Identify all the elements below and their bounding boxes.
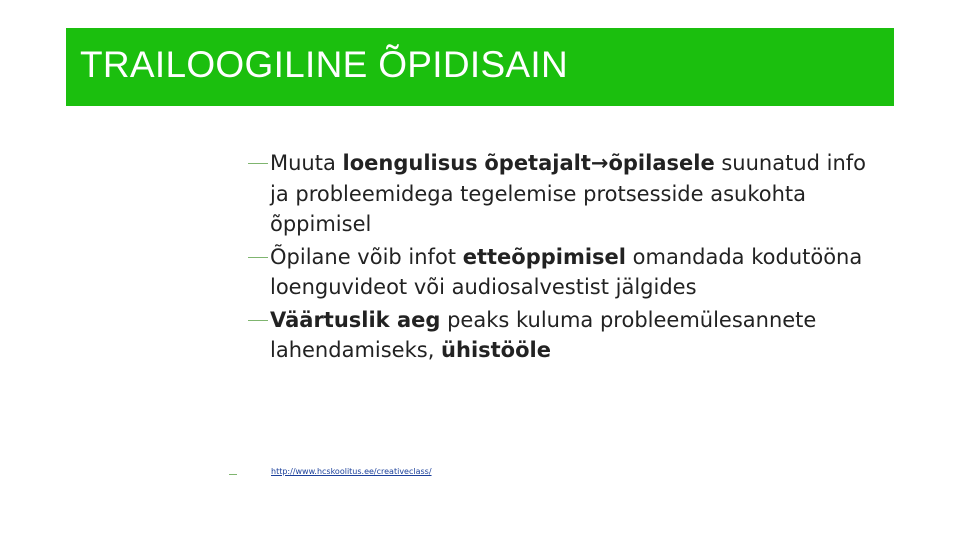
bullet-text: [270, 245, 862, 300]
slide-title: TRAILOOGILINE ÕPIDISAIN: [80, 44, 569, 85]
bullet-segment: Muuta: [270, 151, 343, 175]
bullet-segment: suunatud info ja probleemidega tegelemise protsesside asukohta õppimisel: [270, 151, 867, 236]
bullet-dash: [248, 163, 268, 164]
footer-dash: [229, 474, 237, 475]
bullet-bold-segment: Väärtuslik aeg: [270, 307, 441, 332]
source-link[interactable]: http://www.hcskoolitus.ee/creativeclass/: [271, 467, 432, 476]
bullet-dash: [248, 320, 268, 321]
bullet-list: [248, 148, 888, 368]
bullet-bold-segment: etteõppimisel: [462, 244, 626, 269]
bullet-text: [270, 308, 816, 363]
bullet-bold-segment: loengulisus: [342, 151, 478, 175]
bullet-item: [248, 242, 888, 303]
bullet-segment: omandada kodutööna loenguvideot või audiosalvestist jälgides: [270, 244, 863, 299]
bullet-segment: Õpilane võib infot: [270, 244, 463, 269]
title-bar: [66, 28, 894, 106]
bullet-item: [248, 148, 888, 240]
bullet-bold-segment: õpetajalt→õpilasele: [484, 151, 715, 175]
bullet-bold-segment: ühistööle: [441, 338, 551, 362]
bullet-segment: peaks kuluma probleemülesannete lahendamiseks,: [270, 307, 817, 362]
bullet-text: [270, 151, 866, 236]
bullet-dash: [248, 257, 268, 258]
bullet-item: [248, 305, 888, 366]
